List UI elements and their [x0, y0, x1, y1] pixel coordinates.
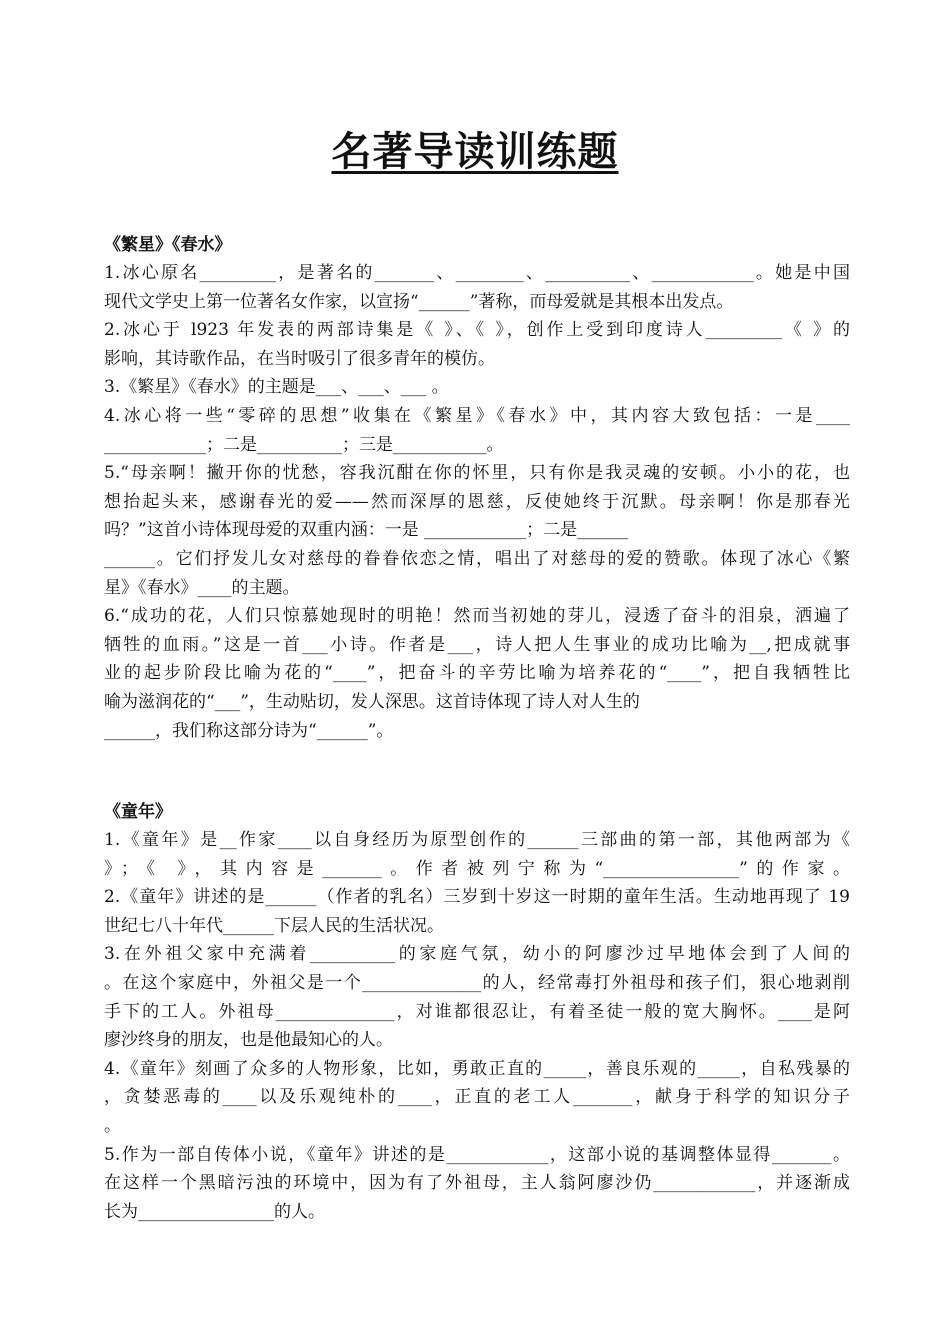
text-line: 2.《童年》讲述的是______（作者的乳名）三岁到十岁这一时期的童年生活。生动地再现了 19: [104, 887, 850, 908]
text-line: ____________；二是__________；三是___________。: [104, 434, 504, 455]
text-line: 1.冰心原名_________，是著名的_______、________、__________、____________。她是中国: [104, 263, 850, 283]
text-line: 4.冰心将一些“零碎的思想”收集在《繁星》《春水》中，其内容大致包括：一是____: [104, 405, 850, 426]
text-line: 2.冰心于 l923 年发表的两部诗集是《 》、《 》，创作上受到印度诗人_________《 》的: [104, 320, 850, 341]
text-line: 5.作为一部自传体小说，《童年》讲述的是____________，这部小说的基调整体显得_______。: [104, 1144, 850, 1165]
section-heading: 《童年》: [104, 802, 172, 822]
text-line: 6.“成功的花，人们只惊慕她现时的明艳！然而当初她的芽儿，浸透了奋斗的泪泉，洒遍了: [104, 606, 850, 627]
text-line: 》；《 》，其内容是_______。作者被列宁称为“________________”的作家。: [104, 858, 850, 879]
text-line: 星》《春水》____的主题。: [104, 577, 300, 598]
question-lines: [104, 259, 850, 745]
page-title: 名著导读训练题: [331, 129, 619, 175]
text-line: 。在这个家庭中，外祖父是一个______________的人，经常毒打外祖母和孩子们，狠心地剥削: [104, 972, 850, 993]
text-line: 业的起步阶段比喻为花的“____”，把奋斗的辛劳比喻为培养花的“____”，把自我牺牲比: [104, 663, 850, 684]
text-line: 世纪七八十年代______下层人民的生活状况。: [104, 915, 444, 936]
text-line: ______。它们抒发儿女对慈母的眷眷依恋之情，唱出了对慈母的爱的赞歌。体现了冰心《繁: [104, 548, 850, 569]
text-line: 长为________________的人。: [104, 1201, 325, 1222]
text-line: 廖沙终身的朋友，也是他最知心的人。: [104, 1030, 393, 1051]
section-tongnian: [104, 798, 850, 1226]
question-lines: [104, 826, 850, 1226]
text-line: 手下的工人。外祖母______________，对谁都很忍让，有着圣徒一般的宽大胸怀。____是阿: [104, 1001, 850, 1022]
section-fanxing-chunshui: [104, 231, 850, 745]
text-line: 牺牲的血雨。”这是一首___小诗。作者是___，诗人把人生事业的成功比喻为__,把成就事: [104, 634, 850, 655]
text-line: 3.《繁星》《春水》的主题是___、___、___ 。: [104, 377, 449, 398]
text-line: 4.《童年》刻画了众多的人物形象，比如，勇敢正直的_____，善良乐观的_____，自私残暴的: [104, 1058, 850, 1079]
section-heading: 《繁星》《春水》: [104, 235, 232, 255]
text-line: 3.在外祖父家中充满着__________的家庭气氛，幼小的阿廖沙过早地体会到了人间的: [104, 944, 850, 965]
text-line: 在这样一个黑暗污浊的环境中，因为有了外祖母，主人翁阿廖沙仍____________，并逐渐成: [104, 1173, 850, 1194]
text-line: ，贪婪恶毒的____以及乐观纯朴的____，正直的老工人_______，献身于科学的知识分子: [104, 1087, 850, 1108]
text-line: 喻为滋润花的“___”，生动贴切，发人深思。这首诗体现了诗人对人生的: [104, 691, 640, 712]
text-line: 。: [104, 1115, 121, 1136]
text-line: 5.“母亲啊！撇开你的忧愁，容我沉酣在你的怀里，只有你是我灵魂的安顿。小小的花，也: [104, 463, 850, 484]
text-line: 现代文学史上第一位著名女作家，以宣扬“______”著称，而母爱就是其根本出发点。: [104, 291, 734, 312]
text-line: 想抬起头来，感谢春光的爱——然而深厚的恩慈，反使她终于沉默。母亲啊！你是那春光: [104, 491, 850, 512]
text-line: 吗？”这首小诗体现母爱的双重内涵：一是 ____________；二是______: [104, 520, 629, 541]
text-line: 影响，其诗歌作品，在当时吸引了很多青年的模仿。: [104, 348, 495, 369]
text-line: ______，我们称这部分诗为“______”。: [104, 720, 394, 741]
text-line: 1.《童年》是__作家____以自身经历为原型创作的______三部曲的第一部，其他两部为《: [104, 830, 850, 850]
